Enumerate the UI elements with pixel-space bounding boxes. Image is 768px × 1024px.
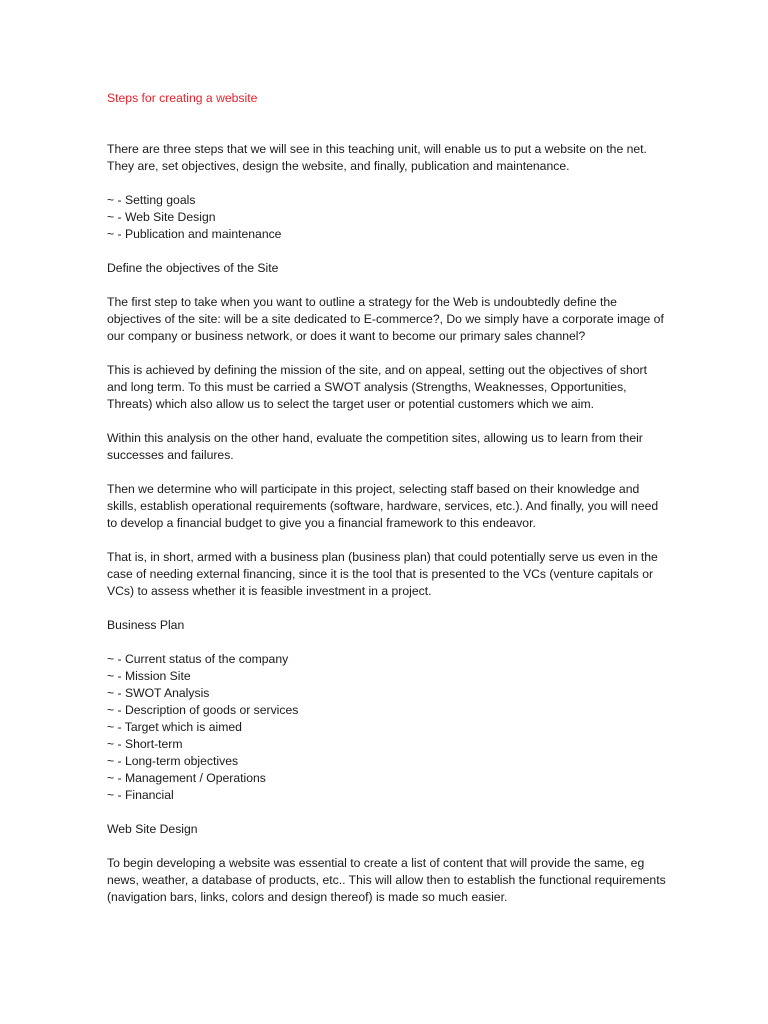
section-heading-business-plan: Business Plan — [107, 618, 185, 632]
list-item: ~ - Description of goods or services — [107, 703, 299, 717]
list-item: ~ - Publication and maintenance — [107, 227, 282, 241]
list-item: ~ - Web Site Design — [107, 210, 216, 224]
section-heading-web-site-design: Web Site Design — [107, 822, 198, 836]
list-item: ~ - Management / Operations — [107, 771, 266, 785]
steps-list — [107, 192, 667, 243]
list-item: ~ - Short-term — [107, 737, 183, 751]
section-heading-objectives: Define the objectives of the Site — [107, 261, 279, 275]
list-item: ~ - SWOT Analysis — [107, 686, 210, 700]
paragraph: This is achieved by defining the mission of the site, and on appeal, setting out the objectives of short and long term. To this must be carried a SWOT analysis (Strengths, Weaknesses, Opportunities, Threats) which also allow us to select the target user or potential customers which we aim. — [107, 363, 647, 411]
paragraph: Within this analysis on the other hand, evaluate the competition sites, allowing us to learn from their successes and failures. — [107, 431, 643, 462]
list-item: ~ - Mission Site — [107, 669, 191, 683]
list-item: ~ - Long-term objectives — [107, 754, 239, 768]
document-page — [107, 90, 667, 923]
paragraph: That is, in short, armed with a business plan (business plan) that could potentially serve us even in the case of needing external financing, since it is the tool that is presented to the VCs (venture capitals or VCs) to assess whether it is feasible investment in a project. — [107, 550, 658, 598]
list-item: ~ - Current status of the company — [107, 652, 289, 666]
list-item: ~ - Setting goals — [107, 193, 196, 207]
paragraph: The first step to take when you want to outline a strategy for the Web is undoubtedly define the objectives of the site: will be a site dedicated to E-commerce?, Do we simply have a corporate image of our company or business network, or does it want to become our primary sales channel? — [107, 295, 664, 343]
list-item: ~ - Financial — [107, 788, 174, 802]
paragraph: Then we determine who will participate in this project, selecting staff based on their knowledge and skills, establish operational requirements (software, hardware, services, etc.). And finally, you will need to develop a financial budget to give you a financial framework to this endeavor. — [107, 482, 659, 530]
document-title: Steps for creating a website — [107, 91, 258, 105]
business-plan-list — [107, 651, 667, 804]
list-item: ~ - Target which is aimed — [107, 720, 242, 734]
intro-paragraph: There are three steps that we will see in this teaching unit, will enable us to put a website on the net. They are, set objectives, design the website, and finally, publication and maintenance. — [107, 142, 647, 173]
paragraph: To begin developing a website was essential to create a list of content that will provide the same, eg news, weather, a database of products, etc.. This will allow then to establish the functional requirements (navigation bars, links, colors and design thereof) is made so much easier. — [107, 856, 666, 904]
